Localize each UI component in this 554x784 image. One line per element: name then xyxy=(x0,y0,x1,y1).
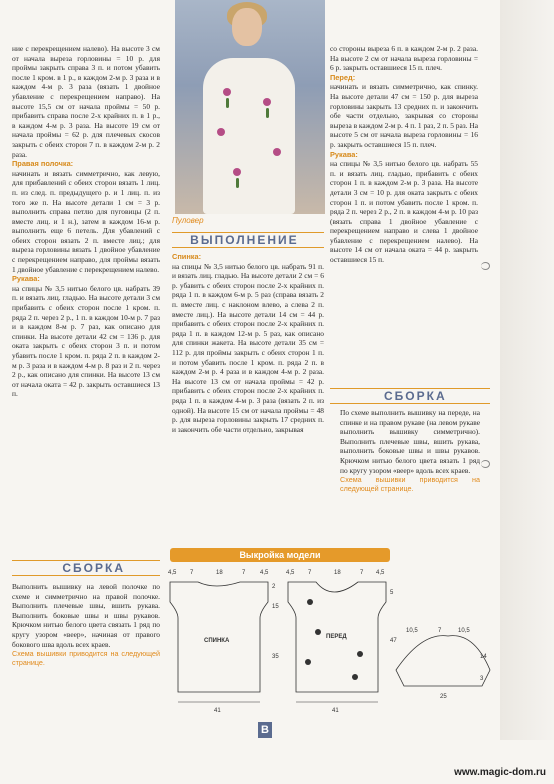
model-photo xyxy=(175,0,325,214)
assembly-left-note: Схема вышивки приводится на следующей странице. xyxy=(12,649,160,668)
pattern-diagram xyxy=(160,562,492,716)
site-watermark: www.magic-dom.ru xyxy=(454,767,546,778)
sleeve-piece xyxy=(396,636,490,686)
sleeve-bottom: 25 xyxy=(440,694,447,700)
left-text-2: начинать и вязать симметрично, как левую, для прибавлений с обеих сторон вязать 1 лиц. п. из след. п. предыдущего р. и 1 лиц. п. из того же п. На высоте детали 1 см = 3 р. выполнить справа петлю для пуговицы (2 п. вместе лиц. и 1 н.), затем в каждом 16-м р. выполнить еще 6 петель. Для убавлений с обеих сторон вязать 2 п. вместе лиц.; для выреза горловины вязать 1 двойное убавление с перекрещением направо, для проймы вязать 1 двойное убавление с перекрещением налево. xyxy=(12,168,160,274)
page-number: В xyxy=(258,722,272,738)
back-top-2: 7 xyxy=(190,570,194,576)
assembly-left-text: Выполнить вышивку на левой полочке по схеме и симметрично на правой полочке. Выполнить плечевые швы, вшить рукава. Выполнить боковые швы и швы рукавов. Крючком нитью белого цвета связать 1 ряд по кругу узором «веер», начиная от правого бокового шва вдоль всех краев. xyxy=(12,582,160,649)
assembly-bar-right xyxy=(330,388,490,404)
left-text-3: на спицы № 3,5 нитью белого цв. набрать 39 п. и вязать лиц. гладью. На высоте детали 3 см прибавить с обеих сторон после 1 кром. п. ряда 2 п. через 2 р., 1 п. в каждом 10-м р. 7 раз и в каждом 8-м р. 7 раз, как описано для спинки. На высоте детали 42 см = 136 р. для оката закрыть с обеих сторон 3 п. и потом убавить после 1 кром. п. ряда 2 п. в каждом 2-м р. 3 раза и в каждом 4-м р. 8 раз и 2 п. через 2 р., как описано для спинки. На высоте 13 см от начала оката = 42 р. закрыть оставшиеся 13 п. xyxy=(12,283,160,399)
back-top-5: 4,5 xyxy=(260,570,269,576)
execution-bar xyxy=(172,232,324,248)
binding-spiral xyxy=(481,460,490,468)
sleeve-side-2: 3 xyxy=(480,676,484,682)
sleeve-top-3: 10,5 xyxy=(458,628,470,634)
front-flower-5 xyxy=(352,674,358,680)
front-flower-4 xyxy=(357,651,363,657)
embroidery-flower xyxy=(263,98,271,106)
right-column xyxy=(330,44,478,265)
front-top-3: 18 xyxy=(334,570,341,576)
execution-heading: ВЫПОЛНЕНИЕ xyxy=(184,233,304,247)
back-top-1: 4,5 xyxy=(168,570,177,576)
embroidery-flower xyxy=(217,128,225,136)
left-column xyxy=(12,44,160,399)
middle-column-text xyxy=(172,252,324,434)
back-side-1: 2 xyxy=(272,584,276,590)
photo-caption: Пуловер xyxy=(172,216,204,225)
front-side-2: 47 xyxy=(390,638,397,644)
assembly-heading-right: СБОРКА xyxy=(378,389,453,403)
right-text-1: со стороны выреза 6 п. в каждом 2-м р. 2 раза. На высоте 2 см от начала выреза горловины = 6 р. закрыть оставшиеся 15 п. плеч. xyxy=(330,44,478,73)
back-side-3: 35 xyxy=(272,654,279,660)
sleeves-heading-left: Рукава: xyxy=(12,274,40,284)
front-top-2: 7 xyxy=(308,570,312,576)
front-top-1: 4,5 xyxy=(286,570,295,576)
left-text-1: ние с перекрещением налево). На высоте 3 см от начала выреза горловины = 10 р. для проймы закрыть справа 3 п. и потом убавить после 1 кром. в 1 р., в каждом 2-м р. 3 раза и в каждом 4-м р. 3 раза (вязать 1 двойное убавление с перекрещением направо). На высоте 15,5 см от начала проймы = 50 р. прибавить справа после 2-х крайних п. в 1 р., в каждом 4-м р. 3 раза. На высоте 19 см от начала проймы = 62 р. для плечевых скосов закрыть с обеих сторон 7 п. в каждом 2-м р. 2 раза. xyxy=(12,44,160,159)
front-heading: Перед: xyxy=(330,72,356,82)
front-flower-2 xyxy=(315,629,321,635)
right-text-2: начинать и вязать симметрично, как спинку. На высоте детали 47 см = 150 р. для выреза горловины закрыть 13 средних п. и закончить обе части отдельно, закрывая со стороны выреза в каждом 2-м р. 4 п. 1 раз, 2 п. 5 раз. На высоте 5 см от начала выреза горловины = 16 р. закрыть оставшиеся 15 п. плеч. xyxy=(330,82,478,149)
embroidery-leaf xyxy=(236,178,239,188)
assembly-right-text: По схеме выполнить вышивку на переде, на спинке и на правом рукаве (на левом рукаве выполнить вышивку симметрично). Выполнить плечевые швы, вшить рукава, выполнить боковые швы и швы рукавов. Крючком нитью белого цвета вязать 1 ряд по кругу узором «веер» вдоль всех краев. xyxy=(340,408,480,475)
assembly-heading-left: СБОРКА xyxy=(56,561,131,575)
back-bottom: 41 xyxy=(214,708,221,714)
back-top-4: 7 xyxy=(242,570,246,576)
sleeves-heading-right: Рукава: xyxy=(330,149,358,159)
assembly-left xyxy=(12,582,160,667)
middle-text-1: на спицы № 3,5 нитью белого цв. набрать 91 п. и вязать лиц. гладью. На высоте детали 2 см = 6 р. убавить с обеих сторон после 2-х крайних п. ряда 1 п. в каждом 6-м р. 5 раз (справа вязать 2 п. вместе лиц. с наклоном влево, а слева 2 п. вместе лиц.). На высоте детали 14 см = 44 р. прибавить с обеих сторон после 2-х крайних п. ряда 1 п. в каждом 12-м р. 5 раз, как описано для спинки жакета. На высоте детали 35 см = 112 р. для проймы закрыть с обеих сторон 1 п. и потом убавить после 1 кром. п. ряда 2 п. в каждом 2-м р. 4 раза и в каждом 4-м р. 2 раза. На высоте 13 см от начала проймы = 42 р. прибавить с обеих сторон после 2-х крайних п. ряда 1 п. в каждом 4-м р. 3 раза (вязать 2 п. из одной). На высоте 15 см от начала проймы = 48 р. для выреза горловины закрыть 17 средних п. и закончить обе части отдельно, закрывая xyxy=(172,261,324,434)
right-front-heading: Правая полочка: xyxy=(12,159,74,169)
embroidery-flower xyxy=(223,88,231,96)
back-top-3: 18 xyxy=(216,570,223,576)
model-pullover xyxy=(203,58,295,214)
sleeve-top-2: 7 xyxy=(438,628,442,634)
adjacent-page-edge xyxy=(500,0,554,740)
front-bottom: 41 xyxy=(332,708,339,714)
assembly-bar-left xyxy=(12,560,160,576)
embroidery-leaf xyxy=(266,108,269,118)
embroidery-flower xyxy=(233,168,241,176)
back-heading: Спинка: xyxy=(172,252,202,261)
sleeve-top-1: 10,5 xyxy=(406,628,418,634)
front-flower-3 xyxy=(305,659,311,665)
back-label: СПИНКА xyxy=(204,638,230,644)
assembly-right xyxy=(340,408,480,493)
front-top-5: 4,5 xyxy=(376,570,385,576)
front-side-1: 5 xyxy=(390,590,394,596)
middle-column xyxy=(172,216,324,225)
back-side-2: 15 xyxy=(272,604,279,610)
right-text-3: на спицы № 3,5 нитью белого цв. набрать 55 п. и вязать лиц. гладью, прибавить с обеих сторон 1 п. в каждом 2-м р. 3 раза. На высоте детали 3 см = 10 р. для оката закрыть с обеих сторон 1 п. и потом убавить после 1 кром. п. ряда 2 п. через 2 р., 2 п. в каждом 4-м р. 10 раз (вязать справа 1 двойное убавление с перекрещением направо и слева 1 двойное убавление с перекрещением налево). На высоте 14 см от начала оката = 44 р. закрыть оставшиеся 15 п. xyxy=(330,159,478,265)
front-label: ПЕРЕД xyxy=(326,634,347,640)
model-head xyxy=(232,8,262,46)
assembly-right-note: Схема вышивки приводится на следующей странице. xyxy=(340,475,480,494)
pattern-title: Выкройка модели xyxy=(170,548,390,562)
embroidery-flower xyxy=(273,148,281,156)
sleeve-side-1: 14 xyxy=(480,654,487,660)
binding-spiral xyxy=(481,262,490,270)
embroidery-leaf xyxy=(226,98,229,108)
front-flower-1 xyxy=(307,599,313,605)
front-top-4: 7 xyxy=(360,570,364,576)
back-piece xyxy=(170,582,268,692)
